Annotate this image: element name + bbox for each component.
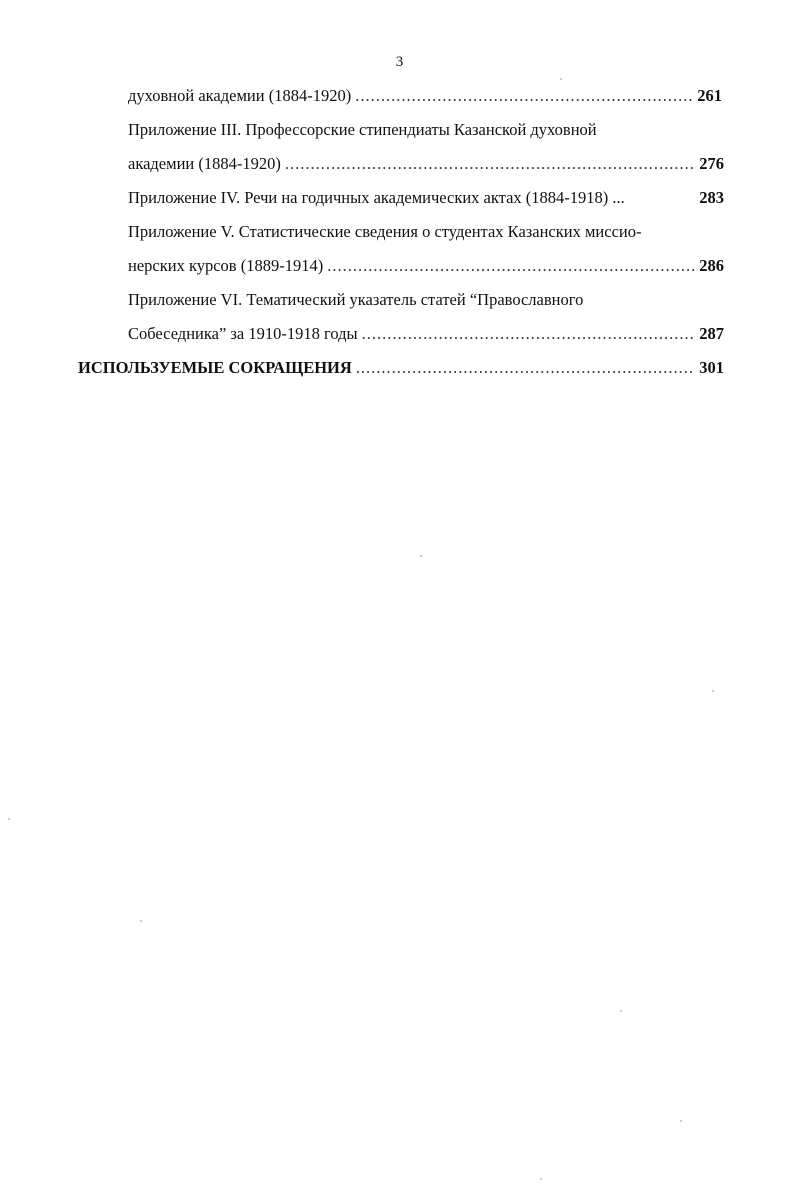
page-number: 3: [395, 54, 404, 70]
scan-speck: [680, 1120, 682, 1122]
toc-entry-text: Приложение IV. Речи на годичных академических актах (1884-1918) ...: [128, 188, 625, 207]
scan-speck: [540, 1178, 542, 1180]
toc-entry-page: 261: [697, 86, 722, 105]
toc-entry-text: академии (1884-1920): [128, 154, 281, 173]
toc-entry-line: [128, 286, 583, 314]
toc-entry-text: духовной академии (1884-1920): [128, 86, 352, 105]
toc-entry-line: [128, 116, 597, 144]
dot-leader: [327, 252, 695, 280]
toc-entry-page: 287: [699, 324, 724, 343]
scan-speck: [420, 555, 422, 557]
toc-entry-text: Собеседника” за 1910-1918 годы: [128, 324, 358, 343]
dot-leader: [362, 320, 696, 348]
toc-section-page: 301: [699, 358, 724, 377]
scan-speck: [8, 818, 10, 820]
toc-entry-text: Приложение VI. Тематический указатель статей “Православного: [128, 290, 584, 309]
toc-entry-text: Приложение III. Профессорские стипендиаты Казанской духовной: [128, 120, 597, 139]
toc-section-text: ИСПОЛЬЗУЕМЫЕ СОКРАЩЕНИЯ: [78, 358, 352, 377]
scan-speck: [620, 1010, 622, 1012]
toc-entry-line: [128, 150, 724, 178]
toc-entry-page: 276: [699, 154, 724, 173]
dot-leader: [356, 354, 695, 382]
toc-entry-line: [128, 218, 641, 246]
toc-section-heading: [78, 354, 724, 382]
toc-entry-line: [128, 184, 724, 212]
toc-entry-page: 283: [699, 188, 724, 207]
toc-entry-line: [128, 252, 724, 280]
scan-speck: [712, 690, 714, 692]
scan-speck: [140, 920, 142, 922]
scan-speck: [560, 78, 562, 80]
dot-leader: [355, 82, 693, 110]
dot-leader: [285, 150, 695, 178]
toc-entry-page: 286: [699, 256, 724, 275]
toc-entry-line: [128, 320, 724, 348]
toc-entry-text: нерских курсов (1889-1914): [128, 256, 324, 275]
toc-entry-text: Приложение V. Статистические сведения о студентах Казанских миссио-: [128, 222, 642, 241]
toc-entry-line: [128, 82, 722, 110]
